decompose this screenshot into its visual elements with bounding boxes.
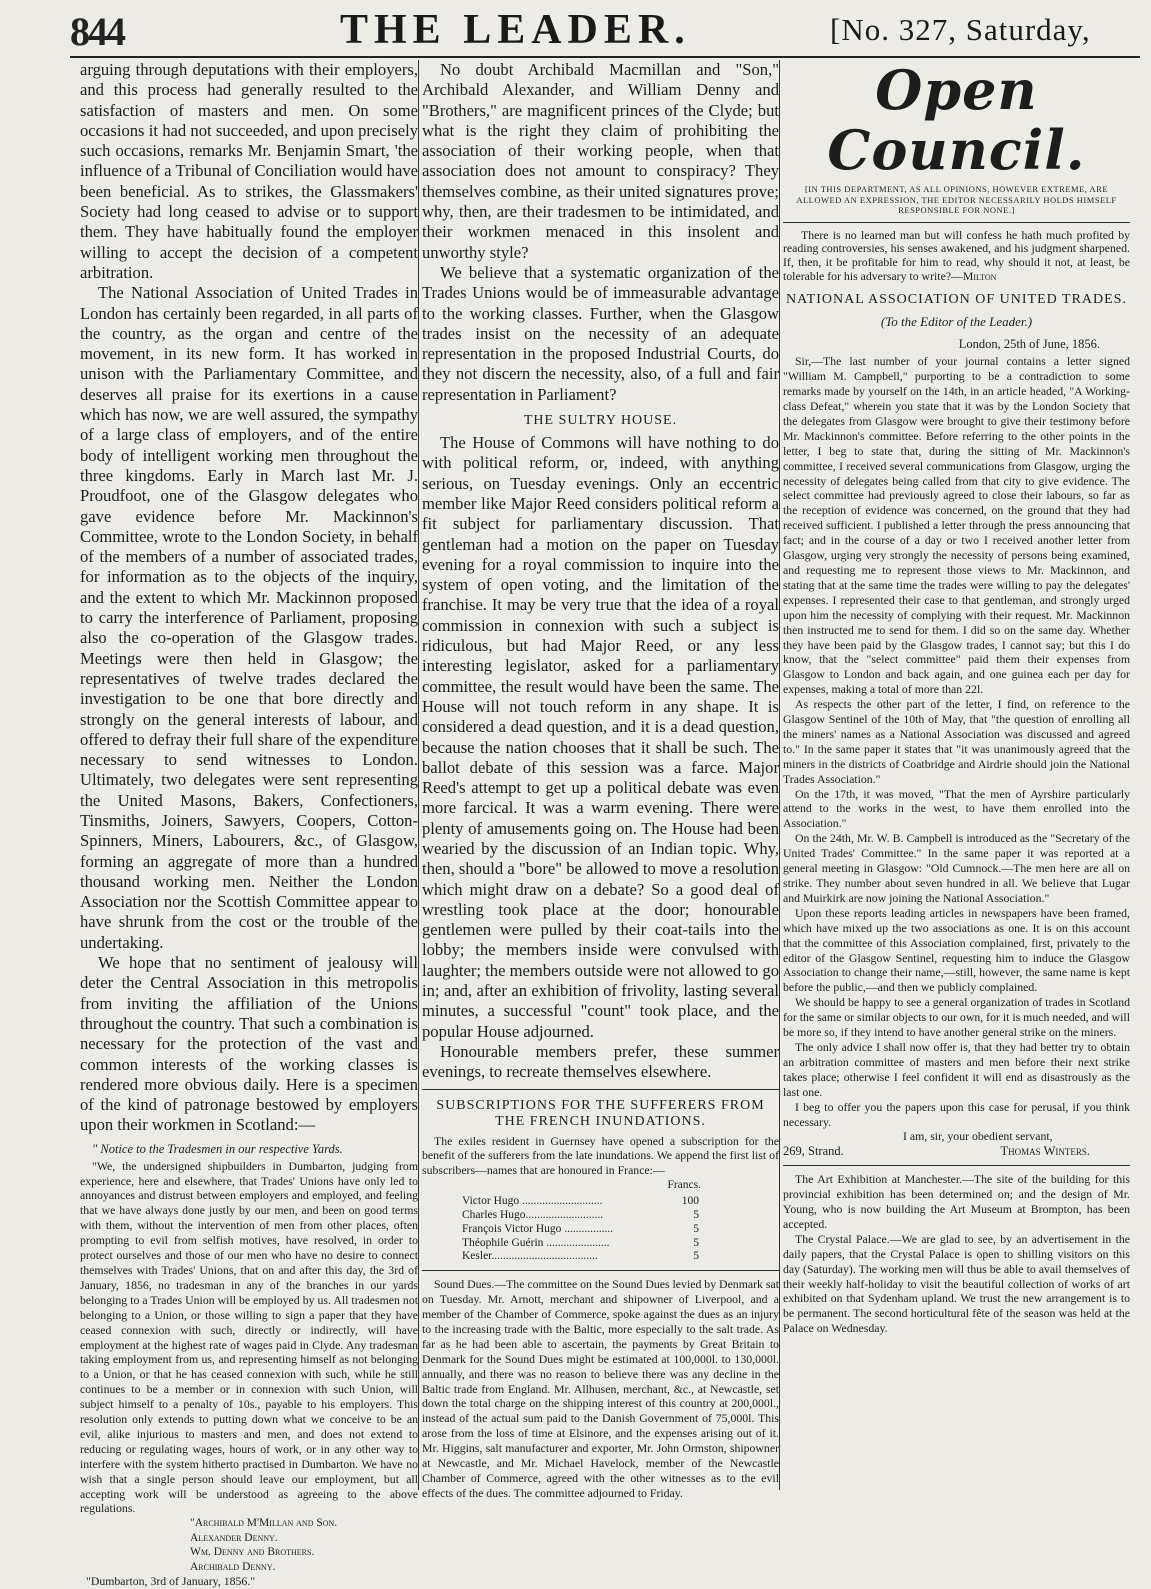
col1-paragraph: We hope that no sentiment of jealousy will deter the Central Association in this metropolis from inviting the affiliation of the Unions throughout the country. That such a combination is necessary for the protection of the vast and common interests of the working classes is rendered more obvious daily. Here is a specimen of the kind of patronage bestowed by employers upon their workmen in Scotland:— bbox=[80, 953, 418, 1135]
table-row bbox=[422, 1223, 779, 1237]
letter-paragraph: Sir,—The last number of your journal contains a letter signed "William M. Campbell," purporting to be a contradiction to some remarks made by yourself on the 14th, in an article headed, "A Working-class Defeat," wherein you state that it was by the London Society that the delegates from Glasgow were brought to give their testimony before Mr. Mackinnon's committee. Before referring to the other points in the letter, I beg to state that, during the sitting of Mr. Mackinnon's committee, I received several communications from Glasgow, urging the necessity of delegates being called from that city to give evidence. The select committee had previously agreed to close their labours, so far as the reception of evidence was concerned, on the ground that they had received sufficient. I published a letter through the press announcing that fact; and in the course of a day or two I received another letter from Glasgow, urging very strongly the necessity of persons being examined, and requesting me to represent those views to Mr. Mackinnon, and stating that at the same time the trades were willing to pay the delegates' expenses. I represented their case to that gentleman, and strongly urged upon him the necessity of complying with their request. Mr. Mackinnon then instructed me to send for them. I did so on the same day. Whether they have been paid by the Glasgow trades, I cannot say; but this I do know, that the "select committee" paid them their expenses from Glasgow to London and back again, and one guinea each per day for expenses, making a total of more than 22l. bbox=[783, 354, 1130, 697]
editor-note: [IN THIS DEPARTMENT, AS ALL OPINIONS, HOWEVER EXTREME, ARE ALLOWED AN EXPRESSION, THE EDITOR NECESSARILY HOLDS HIMSELF RESPONSIBLE FOR NONE.] bbox=[796, 184, 1117, 215]
column-divider-2 bbox=[779, 60, 780, 1490]
sound-dues-paragraph: Sound Dues.—The committee on the Sound Dues levied by Denmark sat on Tuesday. Mr. Arnott, merchant and shipowner of Liverpool, and a member of the Chamber of Commerce, spoke against the dues as an injury to the increasing trade with the Baltic, more especially to the salt trade. As far as he had been able to ascertain, the payments by Great Britain to Denmark for the Sound Dues might be estimated at 100,000l. to 130,000l. annually, and there was no reason to believe there was any decline in the Baltic trade from England. Mr. Allhusen, merchant, &c., at Newcastle, set down the total charge on the shipping interest of this country at 200,000l., instead of the actual sum paid to the Danish Government of 75,000l. This arose from the loss of time at Elsinore, and the expenses arising out of it. Mr. Higgins, salt manufacturer and exporter, Mr. John Ormston, shipowner at Newcastle, and Mr. Michael Havelock, member of the Newcastle Chamber of Commerce, agreed with the other witnesses as to the evil effects of the dues. The committee adjourned to Friday. bbox=[422, 1277, 779, 1500]
letter-paragraph: As respects the other part of the letter, I find, on reference to the Glasgow Sentinel of the 10th of May, that "the question of enrolling all the miners' names as a National Association was discussed and agreed to." In the same paper it states that "it was unanimously agreed that the miners in the districts of Coatbridge and Airdrie should join the National Trades Association." bbox=[783, 697, 1130, 786]
subscriptions-heading: SUBSCRIPTIONS FOR THE SUFFERERS FROM THE FRENCH INUNDATIONS. bbox=[436, 1097, 765, 1129]
art-exhibition-paragraph: The Art Exhibition at Manchester.—The site of the building for this provincial exhibition has been determined on; and the design of Mr. Young, who is now building the Art Museum at Brompton, has been accepted. bbox=[783, 1172, 1130, 1231]
letter-addressee: (To the Editor of the Leader.) bbox=[880, 313, 1033, 329]
letter-signer: Thomas Winters. bbox=[1000, 1144, 1090, 1159]
section-rule bbox=[783, 1165, 1130, 1166]
column-1 bbox=[80, 60, 418, 1589]
masthead-title: THE LEADER. bbox=[340, 7, 691, 53]
notice-title: " Notice to the Tradesmen in our respective Yards. bbox=[92, 1141, 343, 1156]
subscriber-name: Victor Hugo ............................ bbox=[462, 1195, 603, 1208]
table-row bbox=[422, 1195, 779, 1209]
page-number: 844 bbox=[70, 9, 124, 54]
letter-paragraph: I am, sir, your obedient servant, bbox=[903, 1129, 1053, 1144]
section-rule bbox=[422, 1089, 779, 1090]
sultry-paragraph: Honourable members prefer, these summer evenings, to recreate themselves elsewhere. bbox=[422, 1041, 779, 1082]
notice-date: "Dumbarton, 3rd of January, 1856." bbox=[86, 1574, 256, 1589]
letter-paragraph: On the 17th, it was moved, "That the men of Ayrshire particularly attend to the works in the west, to have them enrolled into the Association." bbox=[783, 786, 1130, 831]
col2-paragraph: No doubt Archibald Macmillan and "Son," Archibald Alexander, and William Denny and "Brothers," are magnificent princes of the Clyde; but what is the right they claim of prohibiting the association of their working people, when that association does not amount to conspiracy? They themselves combine, as their united signatures prove; why, then, are their tradesmen to be intimidated, and their workmen menaced in this insolent and unworthy style? bbox=[422, 60, 779, 262]
section-rule bbox=[422, 1270, 779, 1271]
col2-paragraph: We believe that a systematic organization of the Trades Unions would be of immeasurable advantage to the working classes. Further, when the Glasgow trades insist on the necessity of an adequate representation in the proposed Industrial Courts, do they not discern the necessity, also, of a full and fair representation in Parliament? bbox=[422, 262, 779, 404]
subscriber-amount: 5 bbox=[693, 1222, 699, 1235]
letter-paragraph: On the 24th, Mr. W. B. Campbell is introduced as the "Secretary of the United Trades' Committee." In the same paper it was reported at a general meeting in Glasgow: "Old Cumnock.—The men here are all on strike. They number about seven hundred in all. We believe that Lugar and Muirkirk are now joining the National Association." bbox=[783, 831, 1130, 905]
milton-quote-text: There is no learned man but will confess he hath much profited by reading controversies, his senses awakened, and his judgment sharpened. If, then, it be profitable for him to read, why should it not, at least, be tolerable for his adversary to write?— bbox=[783, 227, 1130, 283]
milton-attribution: Milton bbox=[962, 268, 997, 283]
subscriber-amount: 100 bbox=[681, 1195, 699, 1208]
col1-paragraph: arguing through deputations with their employers, and this process had generally resulted to the satisfaction of masters and men. On some occasions it had not succeeded, and upon precisely such occasions, remarks Mr. Benjamin Smart, 'the influence of a Tribunal of Conciliation would have been beneficial. As to strikes, the Glassmakers' Society had long ceased to advise or to support them. They have habitually found the employer willing to accept the decision of a competent arbitration. bbox=[80, 60, 418, 282]
letter-paragraph: The only advice I shall now offer is, that they had better try to obtain an arbitration committee of masters and men before their next strike takes place; otherwise I feel confident it will end as disastrously as the last one. bbox=[783, 1039, 1130, 1099]
sultry-paragraph: The House of Commons will have nothing to do with political reform, or, indeed, with anything serious, on Tuesday evenings. Only an eccentric member like Major Reed considers political reform a fit subject for parliamentary discussion. That gentleman had a motion on the paper on Tuesday evening for a royal commission to inquire into the system of open voting, and the limitation of the franchise. It may be very true that the idea of a royal commission in connexion with such a subject is ridiculous, but had Major Reed, or any less interesting legislator, asked for a parliamentary committee, the result would have been the same. The House will not touch reform in any shape. It is considered a dead question, and it is a dead question, because the nation chooses that it shall be such. The ballot debate of this session was a farce. Major Reed's attempt to get up a political debate was even more farcical. It was a warm evening. There were plenty of amusements going on. The House had been wearied by the discussion of an Indian topic. Why, then, should a "bore" be allowed to move a resolution which might draw on a debate? So a good deal of wrestling took place at the door; honourable gentlemen were pulled by their coat-tails into the lobby; the members inside were convulsed with laughter; the members outside were not allowed to go in; and, after an exhibition of frivolity, lasting several minutes, a successful "count" took place, and the popular House adjourned. bbox=[422, 433, 779, 1041]
subscriber-amount: 5 bbox=[693, 1208, 699, 1221]
shipbuilders-notice bbox=[80, 1142, 418, 1589]
subscriber-name: Théophile Guérin ...................... bbox=[462, 1236, 610, 1249]
crystal-palace-paragraph: The Crystal Palace.—We are glad to see, by an advertisement in the daily papers, that the Crystal Palace is open to shilling visitors on this day (Saturday). The working men will thus be able to avail themselves of their weekly half-holiday to visit the beautiful collection of works of art exhibited on that Sydenham upland. We trust the new arrangement is to be permanent. The second horticultural fête of the season was held at the Palace on Wednesday. bbox=[783, 1231, 1130, 1336]
subscriptions-intro: The exiles resident in Guernsey have opened a subscription for the benefit of the sufferers from the late inundations. We append the first list of subscribers—names that are honoured in France:— bbox=[422, 1133, 779, 1178]
subscriber-name: Charles Hugo........................... bbox=[462, 1208, 604, 1221]
letter-heading: NATIONAL ASSOCIATION OF UNITED TRADES. bbox=[786, 291, 1127, 307]
letter-paragraph: Upon these reports leading articles in newspapers have been framed, which have mixed up the two associations as one. It is on this account that the committee of this Association complained, first, privately to the editor of the Glasgow Sentinel, requesting him to induce the Glasgow Association to change their name,—still, however, the same name is kept before the public,—and then we publicly complained. bbox=[783, 905, 1130, 995]
signatory: Wm. Denny and Brothers. bbox=[190, 1546, 315, 1559]
subscriber-name: Kesler..................................... bbox=[462, 1250, 598, 1263]
signatory: Archibald Denny. bbox=[190, 1560, 276, 1573]
page-header bbox=[70, 6, 1140, 52]
signatory: Alexander Denny. bbox=[190, 1531, 278, 1544]
subscriber-table bbox=[422, 1195, 779, 1264]
column-2 bbox=[422, 60, 779, 1501]
signatory: "Archibald M'Millan and Son. bbox=[190, 1517, 338, 1530]
letter-address: 269, Strand. bbox=[783, 1144, 844, 1159]
letter-body bbox=[783, 354, 1130, 1336]
letter-date: London, 25th of June, 1856. bbox=[958, 336, 1100, 351]
currency-label: Francs. bbox=[667, 1179, 701, 1192]
notice-body: "We, the undersigned shipbuilders in Dumbarton, judging from experience, here and elsewhere, that Trades' Unions have only led to annoyances and distrust between employers and employed, and feeling that we have always done justly by our men, and been on good terms with them, without the intervention of men from other places, often prompting to evil from selfish motives, have resolved, in order to protect ourselves and those of our men who have no desire to connect themselves with Trades' Unions, that on and after this day, the 3rd of January, 1856, no tradesman in any of the branches in our yards belonging to a Trades Union will be employed by us. All tradesmen not belonging to a Union, or those willing to sign a paper that they have ceased connexion with such, directly or indirectly, will have employment at the highest rate of wages paid in Clyde. Any tradesman taking employment from us, and representing himself as not belonging to a Union, or that he has ceased connexion with such, while he still continues to be a member or in connexion with such Union, will subject himself to a penalty of 10s., payable to his employers. This resolution only extends to putting down what we conceive to be an evil, alike injurious to masters and men, and does not extend to reducing or regulating wages, hours of work, or in any other way to interfere with the system hitherto practised in Dumbarton. We have no wish that a single person should leave our employment, but all accepting work will be understood as agreeing to the above regulations. bbox=[80, 1158, 418, 1516]
letter-signature-line bbox=[783, 1144, 1130, 1159]
open-council-heading: Open Council. bbox=[827, 58, 1086, 182]
subscriber-amount: 5 bbox=[693, 1236, 699, 1249]
col1-paragraph: The National Association of United Trades in London has certainly been regarded, in all parts of the country, as the organ and centre of the movement, in its new form. It has worked in unison with the Parliamentary Committee, and deserves all praise for its exertions in a cause which has now, we are well assured, the sympathy of a large class of employers, and of the entire body of intelligent working men throughout the three kingdoms. Early in March last Mr. J. Proudfoot, one of the Glasgow delegates who gave evidence before Mr. Mackinnon's Committee, wrote to the London Society, in behalf of the members of a number of associated trades, for information as to the objects of the inquiry, and the extent to which Mr. Mackinnon proposed to carry the interference of Parliament, proposing also the co-operation of the Glasgow trades. Meetings were then held in Glasgow; the representatives of twelve trades declared the investigation to be one that bore directly and strongly on the general interests of labour, and offered to defray their full share of the expenditure necessary to send witnesses to London. Ultimately, two delegates were sent representing the United Masons, Bakers, Confectioners, Tinsmiths, Joiners, Sawyers, Coopers, Cotton-Spinners, Miners, Labourers, &c., of Glasgow, forming an aggregate of more than a hundred thousand working men. Neither the London Association nor the Scottish Committee appear to have shrunk from the cost or the trouble of the undertaking. bbox=[80, 283, 418, 952]
sultry-house-heading: THE SULTRY HOUSE. bbox=[523, 413, 678, 429]
subscriber-name: François Victor Hugo ................. bbox=[462, 1222, 614, 1235]
subscriber-amount: 5 bbox=[693, 1250, 699, 1263]
subscriptions-section bbox=[422, 1098, 779, 1501]
column-3 bbox=[783, 60, 1130, 1336]
section-rule bbox=[783, 222, 1130, 223]
letter-paragraph: We should be happy to see a general organization of trades in Scotland for the same or similar objects to our own, for it is much needed, and will be more so, if they intend to have another general strike on the miners. bbox=[783, 995, 1130, 1040]
issue-info: [No. 327, Saturday, bbox=[830, 12, 1091, 47]
table-row bbox=[422, 1250, 779, 1264]
table-row bbox=[422, 1209, 779, 1223]
column-divider-1 bbox=[418, 60, 419, 1490]
letter-paragraph: I beg to offer you the papers upon this case for perusal, if you think necessary. bbox=[783, 1099, 1130, 1129]
table-row bbox=[422, 1237, 779, 1251]
milton-quote bbox=[783, 229, 1130, 284]
